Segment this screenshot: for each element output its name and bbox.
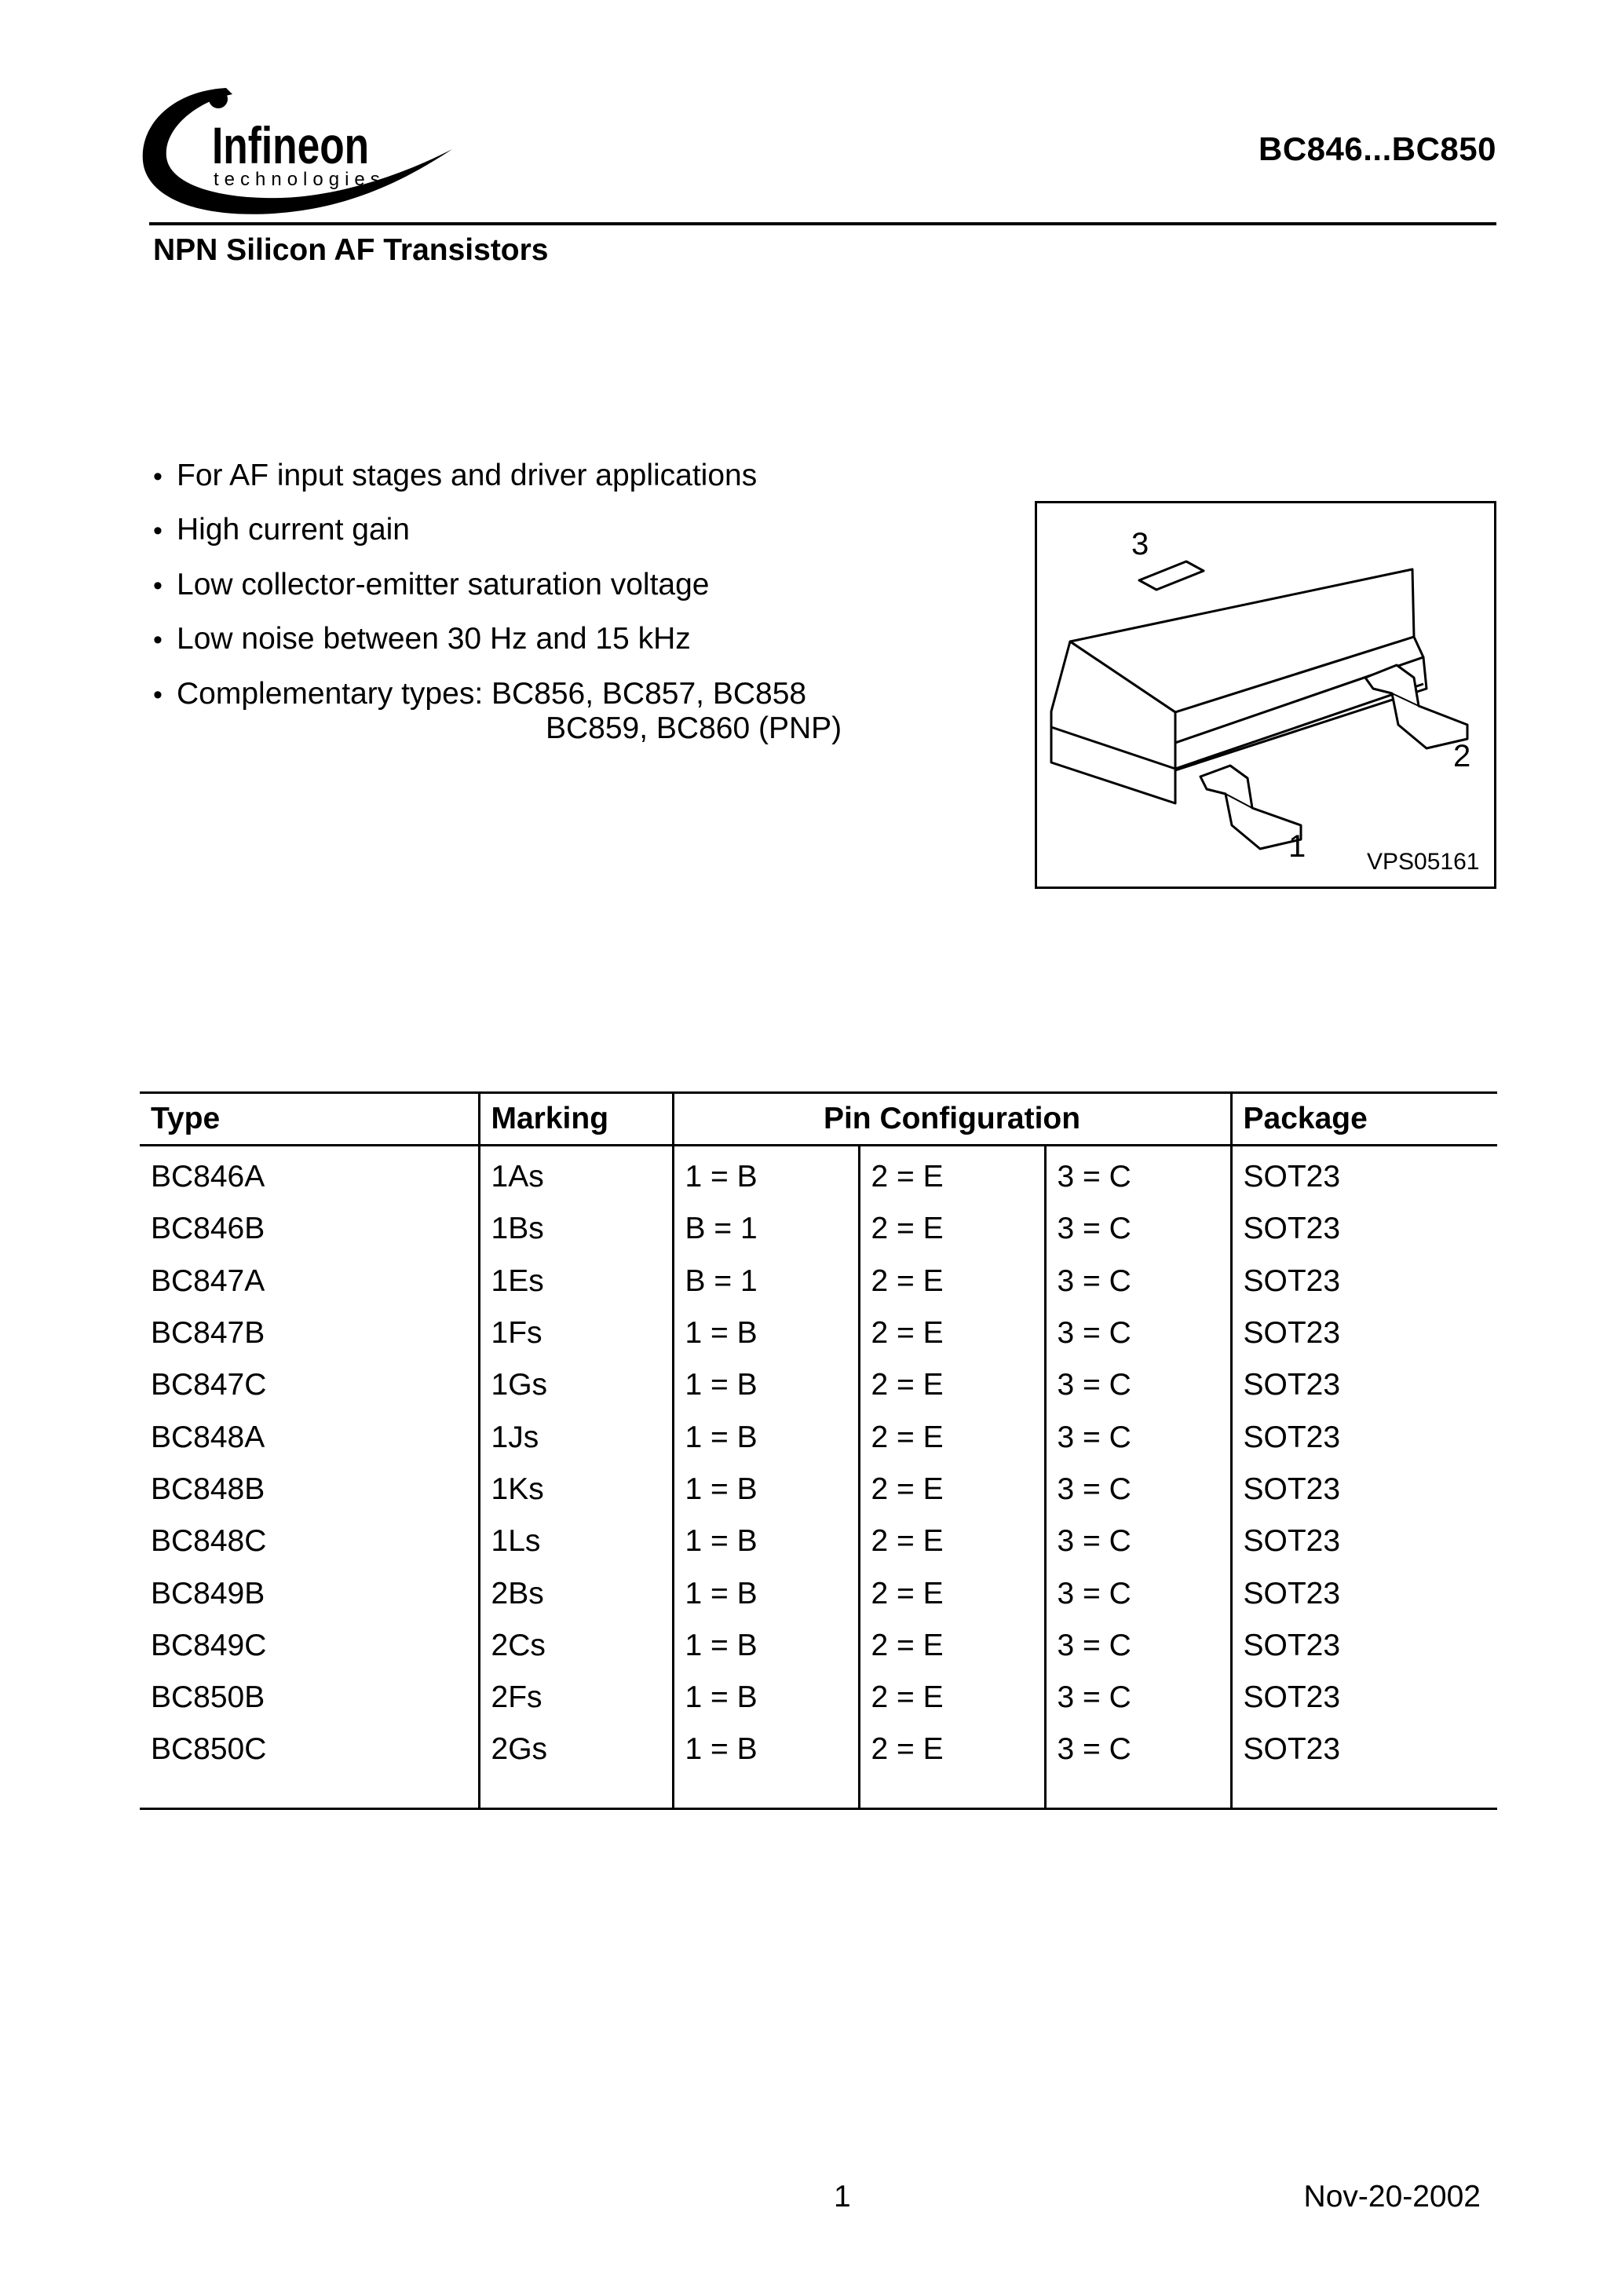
cell-pin3: 3 = C: [1045, 1724, 1231, 1775]
cell-pin2: 2 = E: [859, 1203, 1045, 1255]
cell-pin1: 1 = B: [673, 1567, 859, 1619]
header-type: Type: [140, 1093, 479, 1146]
table-row: [140, 1256, 1497, 1307]
cell-pin2: 2 = E: [859, 1146, 1045, 1204]
cell-pin2: 2 = E: [859, 1672, 1045, 1724]
cell-marking: 2Gs: [479, 1724, 673, 1775]
cell-package: SOT23: [1243, 1263, 1341, 1298]
pin-label-1: 1: [1288, 829, 1306, 864]
cell-pin3: 3 = C: [1045, 1256, 1231, 1307]
logo-tagline-text: technologies: [214, 169, 385, 190]
table-body: [140, 1146, 1497, 1809]
cell-pin3: 3 = C: [1045, 1620, 1231, 1672]
table-bottom-spacer: [140, 1776, 1497, 1809]
table-row: [140, 1515, 1497, 1567]
feature-text: High current gain: [177, 513, 410, 547]
header-divider: [149, 222, 1496, 225]
cell-pin2: 2 = E: [859, 1567, 1045, 1619]
table-row: [140, 1724, 1497, 1775]
cell-package: SOT23: [1243, 1212, 1341, 1246]
cell-package: SOT23: [1243, 1368, 1341, 1402]
table-row: [140, 1411, 1497, 1463]
header-pin-configuration: Pin Configuration: [673, 1093, 1231, 1146]
cell-pin1: 1 = B: [673, 1146, 859, 1204]
cell-marking: 1As: [479, 1146, 673, 1204]
table-row: [140, 1567, 1497, 1619]
cell-pin3: 3 = C: [1045, 1515, 1231, 1567]
cell-pin1: 1 = B: [673, 1724, 859, 1775]
pin-label-3: 3: [1131, 527, 1149, 561]
cell-marking: 1Gs: [479, 1359, 673, 1411]
cell-pin1: B = 1: [673, 1203, 859, 1255]
bullet-icon: •: [153, 570, 163, 601]
bullet-icon: •: [153, 679, 163, 710]
cell-type: BC850C: [140, 1724, 479, 1775]
cell-pin2: 2 = E: [859, 1307, 1045, 1359]
bullet-icon: •: [153, 625, 163, 656]
table-row: [140, 1146, 1497, 1204]
cell-package: SOT23: [1243, 1316, 1341, 1351]
cell-pin3: 3 = C: [1045, 1307, 1231, 1359]
table-row: [140, 1464, 1497, 1515]
cell-package: SOT23: [1243, 1524, 1341, 1559]
package-figure: [1035, 501, 1496, 889]
table-row: [140, 1203, 1497, 1255]
cell-pin2: 2 = E: [859, 1256, 1045, 1307]
cell-pin2: 2 = E: [859, 1724, 1045, 1775]
cell-pin3: 3 = C: [1045, 1464, 1231, 1515]
cell-type: BC849B: [140, 1567, 479, 1619]
cell-type: BC847C: [140, 1359, 479, 1411]
cell-type: BC849C: [140, 1620, 479, 1672]
cell-pin1: 1 = B: [673, 1672, 859, 1724]
feature-text: Low noise between 30 Hz and 15 kHz: [177, 622, 691, 656]
cell-package: SOT23: [1243, 1420, 1341, 1454]
cell-marking: 1Ks: [479, 1464, 673, 1515]
cell-marking: 1Ls: [479, 1515, 673, 1567]
feature-item: [153, 558, 806, 612]
pin-label-2: 2: [1453, 739, 1471, 773]
cell-type: BC847A: [140, 1256, 479, 1307]
cell-pin1: 1 = B: [673, 1620, 859, 1672]
part-title: BC846...BC850: [1259, 130, 1496, 167]
cell-package: SOT23: [1243, 1732, 1341, 1767]
logo-brand-text: Infineon: [212, 115, 370, 175]
bullet-icon: •: [153, 516, 163, 547]
page-number: 1: [834, 2180, 851, 2214]
cell-pin2: 2 = E: [859, 1464, 1045, 1515]
cell-pin3: 3 = C: [1045, 1146, 1231, 1204]
cell-marking: 2Fs: [479, 1672, 673, 1724]
table-row: [140, 1672, 1497, 1724]
cell-type: BC846B: [140, 1203, 479, 1255]
feature-text: Low collector-emitter saturation voltage: [177, 567, 710, 601]
cell-package: SOT23: [1243, 1160, 1341, 1194]
spacer-cell: [1045, 1776, 1231, 1809]
cell-pin2: 2 = E: [859, 1620, 1045, 1672]
spacer-cell: [673, 1776, 859, 1809]
cell-pin1: 1 = B: [673, 1464, 859, 1515]
infineon-logo: [132, 79, 462, 228]
sot23-package-drawing: [1037, 503, 1494, 887]
cell-pin1: 1 = B: [673, 1307, 859, 1359]
cell-pin2: 2 = E: [859, 1359, 1045, 1411]
cell-marking: 1Js: [479, 1411, 673, 1463]
cell-pin2: 2 = E: [859, 1411, 1045, 1463]
type-table: [140, 1091, 1497, 1810]
figure-code: VPS05161: [1367, 849, 1480, 875]
cell-pin2: 2 = E: [859, 1515, 1045, 1567]
cell-pin3: 3 = C: [1045, 1359, 1231, 1411]
cell-package: SOT23: [1243, 1680, 1341, 1715]
header-marking: Marking: [479, 1093, 673, 1146]
feature-text: For AF input stages and driver applications: [177, 459, 758, 492]
feature-item: [153, 449, 806, 503]
feature-list: [153, 449, 806, 722]
cell-package: SOT23: [1243, 1628, 1341, 1662]
bullet-icon: •: [153, 462, 163, 492]
cell-type: BC847B: [140, 1307, 479, 1359]
cell-pin3: 3 = C: [1045, 1411, 1231, 1463]
spacer-cell: [479, 1776, 673, 1809]
cell-marking: 1Bs: [479, 1203, 673, 1255]
cell-pin3: 3 = C: [1045, 1203, 1231, 1255]
cell-marking: 1Es: [479, 1256, 673, 1307]
spacer-cell: [1231, 1776, 1497, 1809]
cell-pin1: 1 = B: [673, 1411, 859, 1463]
table-row: [140, 1307, 1497, 1359]
cell-type: BC850B: [140, 1672, 479, 1724]
cell-marking: 1Fs: [479, 1307, 673, 1359]
table-header-row: [140, 1093, 1497, 1146]
feature-item: [153, 503, 806, 558]
table-row: [140, 1620, 1497, 1672]
cell-marking: 2Bs: [479, 1567, 673, 1619]
cell-pin3: 3 = C: [1045, 1672, 1231, 1724]
cell-package: SOT23: [1243, 1472, 1341, 1506]
cell-pin1: B = 1: [673, 1256, 859, 1307]
cell-package: SOT23: [1243, 1576, 1341, 1610]
cell-type: BC848B: [140, 1464, 479, 1515]
footer-date: Nov-20-2002: [1303, 2180, 1481, 2214]
feature-continuation: BC859, BC860 (PNP): [546, 711, 842, 745]
cell-type: BC848C: [140, 1515, 479, 1567]
document-subtitle: NPN Silicon AF Transistors: [153, 233, 549, 267]
table-row: [140, 1359, 1497, 1411]
spacer-cell: [140, 1776, 479, 1809]
spacer-cell: [859, 1776, 1045, 1809]
feature-text: Complementary types: BC856, BC857, BC858: [177, 676, 807, 711]
header-package: Package: [1231, 1093, 1497, 1146]
cell-pin1: 1 = B: [673, 1359, 859, 1411]
cell-type: BC846A: [140, 1146, 479, 1204]
cell-pin1: 1 = B: [673, 1515, 859, 1567]
cell-pin3: 3 = C: [1045, 1567, 1231, 1619]
cell-type: BC848A: [140, 1411, 479, 1463]
feature-item: [153, 612, 806, 667]
cell-marking: 2Cs: [479, 1620, 673, 1672]
